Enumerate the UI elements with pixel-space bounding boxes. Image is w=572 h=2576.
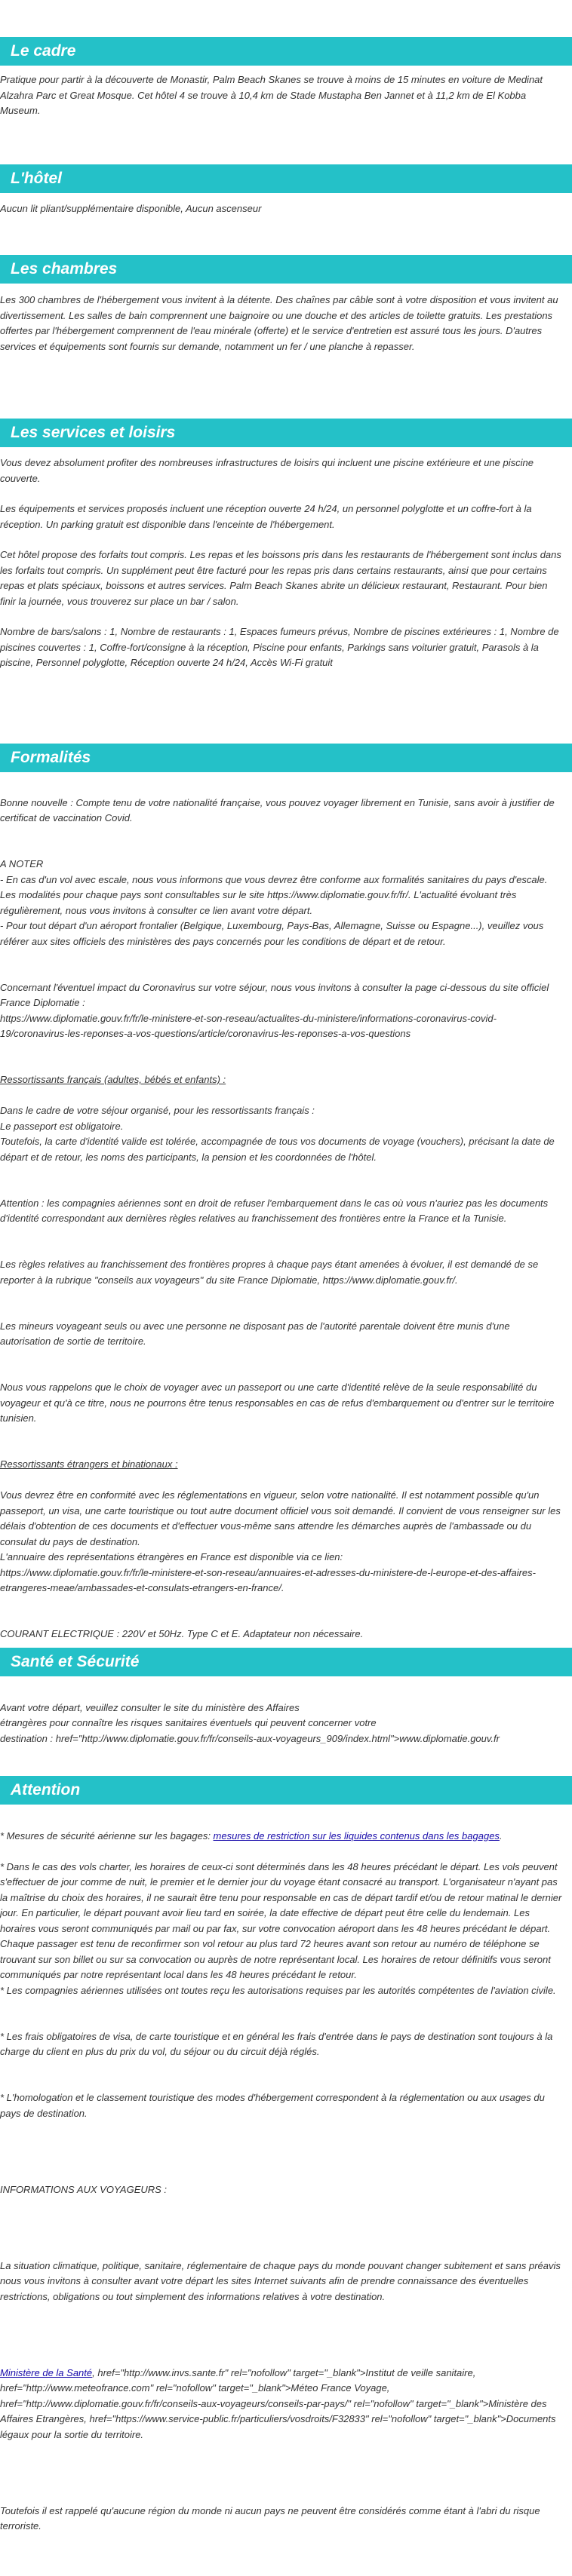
- cadre-text: Pratique pour partir à la découverte de Monastir, Palm Beach Skanes se trouve à moins de 15 minutes en voiture de Medinat Alzahra Parc et Great Mosque. Cet hôtel 4 se trouve à 10,4 km de Stade Mustapha Ben Jannet et à 11,2 km de El Kobba Museum.: [0, 74, 543, 116]
- formalites-paragraph-5: Attention : les compagnies aériennes sont en droit de refuser l'embarquement dans le cas où vous n'auriez pas les documents d'identité correspondant aux dernières règles relatives au franchissement des frontières entre la France et la Tunisie.: [0, 1197, 549, 1224]
- section-banner-attention: [0, 1776, 572, 1805]
- formalites-paragraph-4: Dans le cadre de votre séjour organisé, pour les ressortissants français : Le passeport est obligatoire. Toutefois, la carte d'identité valide est tolérée, accompagnée de tous vos documents de voyage (vouchers), précisant la date de départ et de retour, les noms des participants, la pension et les coordonnées de l'hôtel.: [0, 1105, 555, 1163]
- section-title-attention: Attention: [11, 1781, 81, 1799]
- section-body-services: [0, 455, 563, 671]
- formalites-paragraph-6: Les règles relatives au franchissement des frontières propres à chaque pays étant amenées à évoluer, il est demandé de se reporter à la rubrique "conseils aux voyageurs" du site France Diplomatie, https://www.diplomatie.gouv.fr/.: [0, 1259, 539, 1286]
- section-title-hotel: L'hôtel: [11, 170, 62, 187]
- services-paragraph-4: Nombre de bars/salons : 1, Nombre de restaurants : 1, Espaces fumeurs prévus, Nombre de piscines extérieures : 1, Nombre de piscines couvertes : 1, Coffre-fort/consigne à la réception, Piscine pour enfants, Parkings sans voiturier gratuit, Parasols à la piscine, Personnel polyglotte, Réception ouverte 24 h/24, Accès Wi-Fi gratuit: [0, 626, 559, 668]
- ministere-sante-link[interactable]: Ministère de la Santé: [0, 2366, 93, 2378]
- services-paragraph-3: Cet hôtel propose des forfaits tout compris. Les repas et les boissons pris dans les restaurants de l'hébergement sont inclus dans les forfaits tout compris. Un supplément peut être facturé pour les repas pris dans certains restaurants, ainsi que pour certains repas et plats spéciaux, boissons et autres services. Palm Beach Skanes abrite un délicieux restaurant, Restaurant. Pour bien finir la journée, vous trouverez sur place un bar / salon.: [0, 549, 561, 607]
- section-title-chambres: Les chambres: [11, 260, 118, 278]
- attention-p1-suffix: .: [499, 1829, 503, 1842]
- attention-paragraph-4: INFORMATIONS AUX VOYAGEURS :: [0, 2183, 168, 2195]
- section-banner-formalites: [0, 744, 572, 772]
- formalites-paragraph-7: Les mineurs voyageant seuls ou avec une personne ne disposant pas de l'autorité parentale doivent être munis d'une autorisation de sortie de territoire.: [0, 1320, 510, 1347]
- section-title-formalites: Formalités: [11, 749, 91, 766]
- attention-p1-prefix: * Mesures de sécurité aérienne sur les bagages:: [0, 1829, 214, 1842]
- services-paragraph-1: Vous devez absolument profiter des nombreuses infrastructures de loisirs qui incluent une piscine extérieure et une piscine couverte.: [0, 457, 534, 484]
- attention-paragraph-2: * Les frais obligatoires de visa, de carte touristique et en général les frais d'entrée dans le pays de destination sont toujours à la charge du client en plus du prix du vol, du séjour ou du circuit déjà réglés.: [0, 2030, 553, 2057]
- section-banner-sante: [0, 1648, 572, 1676]
- sante-text: Avant votre départ, veuillez consulter le site du ministère des Affaires étrangères pour connaître les risques sanitaires éventuels qui peuvent concerner votre destination : href="http://www.diplomatie.gouv.fr/fr/conseils-aux-voyageurs_909/index.html">www.diplomatie.gouv.fr: [0, 1701, 500, 1744]
- formalites-heading-foreign: Ressortissants étrangers et binationaux :: [0, 1458, 178, 1470]
- section-banner-hotel: [0, 164, 572, 193]
- attention-paragraph-6: [0, 2366, 563, 2443]
- attention-paragraph-5: La situation climatique, politique, sanitaire, réglementaire de chaque pays du monde pouvant changer subitement et sans préavis nous vous invitons à consulter avant votre départ les sites Internet suivants afin de prendre connaissance des éventuelles restrictions, obligations ou tout simplement des informations relatives à votre destination.: [0, 2259, 561, 2302]
- formalites-heading-french: Ressortissants français (adultes, bébés et enfants) :: [0, 1074, 226, 1085]
- attention-paragraph-3: * L'homologation et le classement touristique des modes d'hébergement correspondent à la réglementation ou aux usages du pays de destination.: [0, 2092, 545, 2119]
- section-banner-services: [0, 419, 572, 447]
- formalites-paragraph-2: A NOTER - En cas d'un vol avec escale, nous vous informons que vous devrez être conforme aux formalités sanitaires du pays d'escale. Les modalités pour chaque pays sont consultables sur le site https://www.diplomatie.gouv.fr/fr/. L'actualité évoluant très régulièrement, nous vous invitons à consulter ce lien avant votre départ. - Pour tout départ d'un aéroport frontalier (Belgique, Luxembourg, Pays-Bas, Allemagne, Suisse ou Espagne...), veuillez vous référer aux sites officiels des ministères des pays concernés pour les conditions de départ et de retour.: [0, 858, 548, 947]
- attention-paragraph-7: Toutefois il est rappelé qu'aucune région du monde ni aucun pays ne peuvent être considérés comme étant à l'abri du risque terroriste.: [0, 2504, 540, 2532]
- section-title-services: Les services et loisirs: [11, 424, 176, 441]
- section-banner-cadre: [0, 37, 572, 66]
- section-banner-chambres: [0, 255, 572, 284]
- hotel-text: Aucun lit pliant/supplémentaire disponible, Aucun ascenseur: [0, 203, 262, 214]
- section-body-chambres: [0, 293, 563, 354]
- services-paragraph-2: Les équipements et services proposés incluent une réception ouverte 24 h/24, un personnel polyglotte et un coffre-fort à la réception. Un parking gratuit est disponible dans l'enceinte de l'hébergement.: [0, 503, 532, 530]
- formalites-paragraph-9: Vous devrez être en conformité avec les réglementations en vigueur, selon votre nationalité. Il est notamment possible qu'un passeport, un visa, une carte touristique ou tout autre document officiel vous soit demandé. Il convient de vous renseigner sur les délais d'obtention de ces documents et d'effectuer vous-même sans attendre les démarches auprès de l'ambassade ou du consulat du pays de destination. L'annuaire des représentations étrangères en France est disponible via ce lien: https://www.diplomatie.gouv.fr/fr/le-ministere-et-son-reseau/annuaires-et-adresses-du-ministere-de-l-europe-et-des-affaires-etrangeres-meae/ambassades-et-consulats-etrangers-en-france/.: [0, 1489, 561, 1593]
- formalites-paragraph-10: COURANT ELECTRIQUE : 220V et 50Hz. Type C et E. Adaptateur non nécessaire.: [0, 1628, 364, 1639]
- section-body-hotel: [0, 201, 563, 217]
- section-title-sante: Santé et Sécurité: [11, 1653, 140, 1670]
- formalites-paragraph-8: Nous vous rappelons que le choix de voyager avec un passeport ou une carte d'identité relève de la seule responsabilité du voyageur et qu'à ce titre, nous ne pourrons être tenus responsables en cas de refus d'embarquement ou d'entrer sur le territoire tunisien.: [0, 1382, 555, 1424]
- formalites-paragraph-1: Bonne nouvelle : Compte tenu de votre nationalité française, vous pouvez voyager librement en Tunisie, sans avoir à justifier de certificat de vaccination Covid.: [0, 796, 555, 823]
- attention-p6-rest: , href="http://www.invs.sante.fr" rel="nofollow" target="_blank">Institut de veille sanitaire, href="http://www.meteofrance.com" rel="nofollow" target="_blank">Méteo France Voyage, href="http://www.diplomatie.gouv.fr/fr/conseils-aux-voyageurs/conseils-par-pays/" rel="nofollow" target="_blank">Ministère des Affaires Etrangères, href="https://www.service-public.fr/particuliers/vosdroits/F32833" rel="nofollow" target="_blank">Documents légaux pour la sortie du territoire.: [0, 2366, 556, 2440]
- chambres-text: Les 300 chambres de l'hébergement vous invitent à la détente. Des chaînes par câble sont à votre disposition et vous invitent au divertissement. Les salles de bain comprennent une baignoire ou une douche et des articles de toilette gratuits. Les prestations offertes par l'hébergement comprennent de l'eau minérale (offerte) et le service d'entretien est assuré tous les jours. D'autres services et équipements sont fournis sur demande, notamment un fer / une planche à repasser.: [0, 294, 558, 352]
- attention-paragraph-1: [0, 1829, 563, 1845]
- section-body-attention: [0, 1813, 563, 2550]
- section-body-formalites: [0, 780, 563, 1658]
- section-body-sante: [0, 1685, 563, 1762]
- section-body-cadre: [0, 72, 563, 119]
- formalites-paragraph-3: Concernant l'éventuel impact du Coronavirus sur votre séjour, nous vous invitons à consulter la page ci-dessous du site officiel France Diplomatie : https://www.diplomatie.gouv.fr/fr/le-ministere-et-son-reseau/actualites-du-ministere/informations-coronavirus-covid-19/coronavirus-les-reponses-a-vos-questions/article/coronavirus-les-reponses-a-vos-questions: [0, 981, 549, 1039]
- section-title-cadre: Le cadre: [11, 42, 76, 60]
- attention-paragraph-1-rest: * Dans le cas des vols charter, les horaires de ceux-ci sont déterminés dans les 48 heures précédant le départ. Les vols peuvent s'effectuer de jour comme de nuit, le premier et le dernier jour du voyage étant consacré au transport. L'organisateur n'ayant pas la maîtrise du choix des horaires, il ne saurait être tenu pour responsable en cas de départ tardif et/ou de retour matinal le dernier jour. En particulier, le départ pouvant avoir lieu tard en soirée, la date effective de départ peut être celle du lendemain. Les horaires vous seront communiqués par mail ou par fax, sur votre convocation aéroport dans les 48 heures précédant le départ. Chaque passager est tenu de reconfirmer son vol retour au plus tard 72 heures avant son retour au numéro de téléphone se trouvant sur son billet ou sur sa convocation ou auprès de notre représentant local. Les horaires de retour définitifs vous seront communiqués par notre représentant local dans les 48 heures précédant le retour. * Les compagnies aériennes utilisées ont toutes reçu les autorisations requises par les autorités compétentes de l'aviation civile.: [0, 1860, 562, 1996]
- liquids-restriction-link[interactable]: mesures de restriction sur les liquides contenus dans les bagages: [213, 1829, 500, 1842]
